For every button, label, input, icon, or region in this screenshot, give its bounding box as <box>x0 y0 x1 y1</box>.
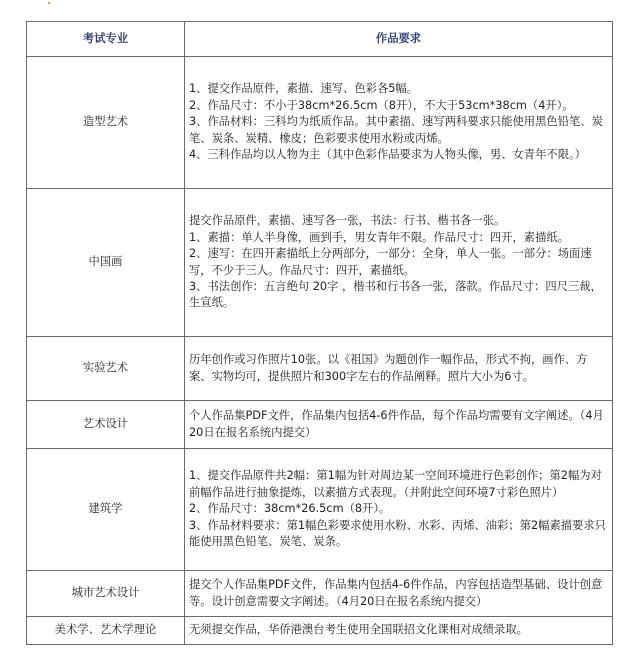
requirements-table <box>26 21 613 645</box>
requirement-line: 1、提交作品原件共2幅：第1幅为针对周边某一空间环境进行色彩创作；第2幅为对前幅作品进行抽象提炼，以素描方式表现。（并附此空间环境7寸彩色照片） <box>189 469 602 499</box>
requirement-line: 2、作品尺寸：38cm*26.5cm（8开）。 <box>189 502 391 516</box>
major-name: 实验艺术 <box>27 337 185 401</box>
requirement-line: 个人作品集PDF文件，作品集内包括4-6件作品，每个作品均需要有文字阐述。（4月20日在报名系统内提交） <box>189 409 604 439</box>
table-row <box>27 449 613 571</box>
requirements-cell <box>185 571 613 617</box>
requirement-line: 3、书法创作：五言绝句 20字 ，楷书和行书各一张，落款。作品尺寸：四尺三裁，生宣纸。 <box>189 279 602 310</box>
corner-mark <box>48 2 50 4</box>
table-header-row <box>27 22 613 57</box>
major-name: 建筑学 <box>27 449 185 571</box>
table-row <box>27 57 613 189</box>
requirement-line: 2、作品尺寸：不小于38cm*26.5cm（8开），不大于53cm*38cm（4开）。 <box>189 98 574 112</box>
requirement-line: 无须提交作品，华侨港澳台考生使用全国联招文化课相对成绩录取。 <box>189 623 528 637</box>
requirement-line: 3、作品材料要求：第1幅色彩要求使用水粉、水彩、丙烯、油彩；第2幅素描要求只能使用黑色铅笔、炭笔、炭条。 <box>189 518 606 549</box>
requirement-line: 1、素描：单人半身像，画到手，男女青年不限。作品尺寸：四开，素描纸。 <box>189 230 569 244</box>
requirements-table-container <box>26 21 612 645</box>
table-row <box>27 337 613 401</box>
major-name: 中国画 <box>27 189 185 337</box>
major-name: 城市艺术设计 <box>27 571 185 617</box>
header-requirements: 作品要求 <box>185 22 613 57</box>
requirements-cell <box>185 401 613 449</box>
table-row <box>27 571 613 617</box>
major-name: 造型艺术 <box>27 57 185 189</box>
table-row <box>27 617 613 645</box>
requirements-cell <box>185 617 613 645</box>
requirement-line: 3、作品材料：三科均为纸质作品。其中素描、速写两科要求只能使用黑色铅笔、炭笔、炭条、炭精、橡皮；色彩要求使用水粉或丙烯。 <box>189 115 603 145</box>
requirements-cell <box>185 57 613 189</box>
requirements-cell <box>185 449 613 571</box>
requirement-line: 1、提交作品原件，素描、速写、色彩各5幅。 <box>189 82 419 96</box>
requirement-line: 历年创作或习作照片10张。以《祖国》为题创作一幅作品，形式不拘，画作、方案、实物均可，提供照片和300字左右的作品阐释。照片大小为6寸。 <box>189 353 588 383</box>
table-row <box>27 401 613 449</box>
requirement-line: 4、三科作品均以人物为主（其中色彩作品要求为人物头像，男、女青年不限。） <box>189 148 586 162</box>
requirement-line: 提交作品原件，素描、速写各一张，书法：行书、楷书各一张。 <box>189 214 506 228</box>
major-name: 艺术设计 <box>27 401 185 449</box>
requirement-line: 提交个人作品集PDF文件，作品集内包括4-6件作品，内容包括造型基础、设计创意等。设计创意需要文字阐述。（4月20日在报名系统内提交） <box>189 578 603 608</box>
requirements-cell <box>185 337 613 401</box>
requirement-line: 2、速写：在四开素描纸上分两部分，一部分：全身，单人一张。一部分：场面速写，不少于三人。作品尺寸：四开，素描纸。 <box>189 247 592 277</box>
header-major: 考试专业 <box>27 22 185 57</box>
table-row <box>27 189 613 337</box>
major-name: 美术学、艺术学理论 <box>27 617 185 645</box>
requirements-cell <box>185 189 613 337</box>
